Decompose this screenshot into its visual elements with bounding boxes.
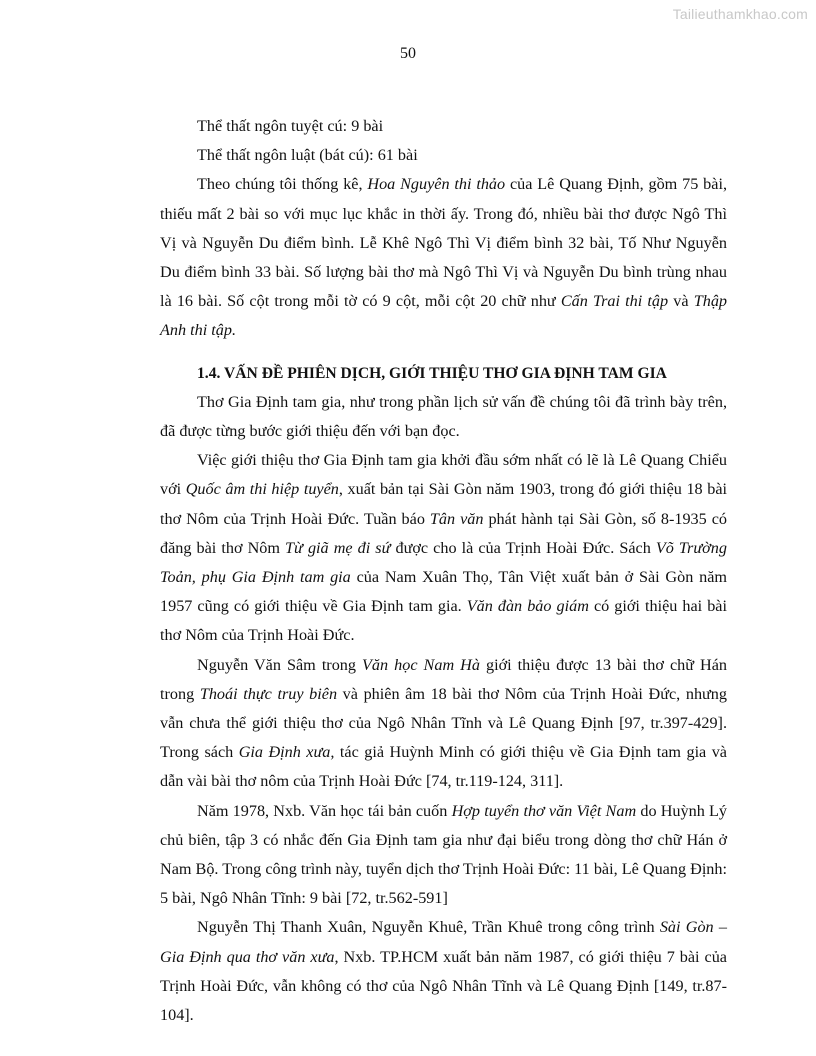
text-run: Năm 1978, Nxb. Văn học tái bản cuốn <box>197 801 452 820</box>
section-heading: 1.4. VẤN ĐỀ PHIÊN DỊCH, GIỚI THIỆU THƠ GIA ĐỊNH TAM GIA <box>197 364 667 382</box>
italic-title: Sài Gòn – Gia Định qua thơ văn xưa <box>160 918 728 966</box>
text-run: Việc giới thiệu thơ Gia Định tam gia khởi đầu sớm nhất có lẽ là Lê Quang Chiểu với <box>160 451 727 499</box>
text-run: có giới thiệu hai bài thơ Nôm của Trịnh Hoài Đức. <box>160 597 727 645</box>
text-run: phát hành tại Sài Gòn, số 8-1935 có đăng bài thơ Nôm <box>160 509 728 557</box>
italic-title: Võ Trường Toản, phụ Gia Định tam gia <box>160 538 727 587</box>
text-run: , xuất bản tại Sài Gòn năm 1903, trong đó giới thiệu 18 bài thơ Nôm của Trịnh Hoài Đức. Tuần báo <box>160 480 727 528</box>
paragraph <box>160 797 727 914</box>
italic-title: Văn học Nam Hà <box>362 655 480 674</box>
italic-title: Hoa Nguyên thi thảo <box>367 175 506 194</box>
italic-title: Thoái thực truy biên <box>199 684 338 703</box>
paragraph <box>160 388 727 446</box>
italic-title: Quốc âm thi hiệp tuyển <box>185 480 339 499</box>
italic-title: Thập Anh thi tập. <box>160 292 728 340</box>
text-run: do Huỳnh Lý chủ biên, tập 3 có nhắc đến Gia Định tam gia như đại biểu trong dòng thơ chữ Hán ở Nam Bộ. Trong công trình này, tuyển dịch thơ Trịnh Hoài Đức: 11 bài, Lê Quang Định: 5 bài, Ngô Nhân Tĩnh: 9 bài [72, tr.562-591] <box>160 801 728 908</box>
page-number: 50 <box>400 45 416 62</box>
text-run: tác giả Huỳnh Minh có giới thiệu về Gia Định tam gia và dẫn vài bài thơ nôm của Trịnh Hoài Đức [74, tr.119-124, 311]. <box>160 743 727 791</box>
text-run: , Nxb. TP.HCM xuất bản năm 1987, có giới thiệu 7 bài của Trịnh Hoài Đức, vẫn không có thơ của Ngô Nhân Tĩnh và Lê Quang Định [149, tr.87-104]. <box>160 947 727 1025</box>
text-run: giới thiệu được 13 bài thơ chữ Hán trong <box>160 655 728 703</box>
text-run: và <box>668 292 694 311</box>
italic-title: Hợp tuyển thơ văn Việt Nam <box>451 801 637 820</box>
text-run: của Lê Quang Định, gồm 75 bài, thiếu mất 2 bài so với mục lục khắc in thời ấy. Trong đó, nhiều bài thơ được Ngô Thì Vị và Nguyễn Du điểm bình. Lễ Khê Ngô Thì Vị điểm bình 32 bài, Tố Như Nguyễn Du điểm bình 33 bài. Số lượng bài thơ mà Ngô Thì Vị và Nguyễn Du bình trùng nhau là 16 bài. Số cột trong mỗi tờ có 9 cột, mỗi cột 20 chữ như <box>160 175 727 311</box>
paragraph <box>160 446 727 650</box>
text-run: Thơ Gia Định tam gia, như trong phần lịch sử vấn đề chúng tôi đã trình bày trên, đã được từng bước giới thiệu đến với bạn đọc. <box>160 392 727 441</box>
text-run: Theo chúng tôi thống kê, <box>197 175 368 194</box>
italic-title: Gia Định xưa, <box>238 743 335 762</box>
watermark: Tailieuthamkhao.com <box>672 6 808 22</box>
text-run: Thể thất ngôn luật (bát cú): 61 bài <box>197 146 418 165</box>
italic-title: Cấn Trai thi tập <box>560 292 669 311</box>
text-run: Nguyễn Văn Sâm trong <box>197 655 363 674</box>
text-run: của Nam Xuân Thọ, Tân Việt xuất bản ở Sài Gòn năm 1957 cũng có giới thiệu về Gia Định tam gia. <box>160 568 727 616</box>
page-body <box>160 112 727 1030</box>
italic-title: Từ giã mẹ đi sứ <box>285 538 391 557</box>
paragraph <box>160 913 727 1030</box>
italic-title: Văn đàn bảo giám <box>466 597 589 616</box>
paragraph <box>160 651 727 797</box>
paragraph <box>160 141 727 170</box>
paragraph <box>160 170 727 345</box>
text-run: Thể thất ngôn tuyệt cú: 9 bài <box>197 117 384 135</box>
text-run: Nguyễn Thị Thanh Xuân, Nguyễn Khuê, Trần Khuê trong công trình <box>197 918 660 937</box>
text-run: được cho là của Trịnh Hoài Đức. Sách <box>390 538 656 557</box>
paragraph <box>160 112 727 141</box>
text-run: và phiên âm 18 bài thơ Nôm của Trịnh Hoài Đức, nhưng vẫn chưa thể giới thiệu thơ của Ngô Nhân Tĩnh và Lê Quang Định [97, tr.397-429]. Trong sách <box>160 684 727 762</box>
italic-title: Tân văn <box>429 509 484 528</box>
